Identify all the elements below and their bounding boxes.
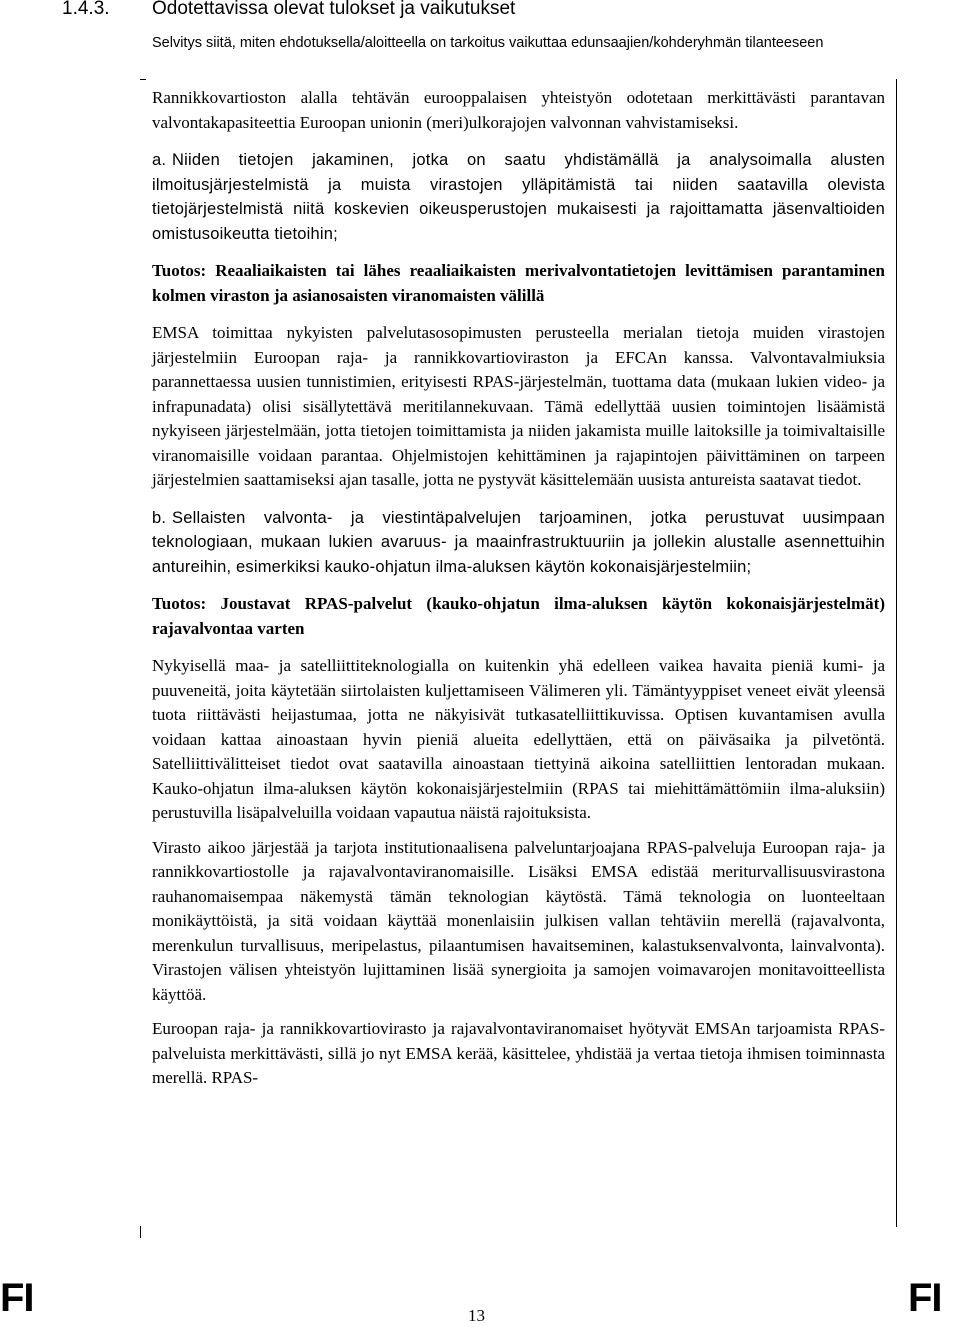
list-item-b-text: Sellaisten valvonta- ja viestintäpalvelujen tarjoaminen, jotka perustuvat uusimpaan teknologiaan, mukaan lukien avaruus- ja maainfrastruktuuriin ja jollekin alustalle asennettuihin antureihin, esimerkiksi kauko-ohjatun ilma-aluksen käytön kokonaisjärjestelmiin; [152,508,885,576]
section-number: 1.4.3. [62,0,110,19]
content-body [152,86,885,1091]
list-item-b-label: b. [152,508,167,527]
content-box-bottom-mark [140,1226,141,1238]
section-subtitle: Selvitys siitä, miten ehdotuksella/aloitteella on tarkoitus vaikuttaa edunsaajien/kohderyhmän tilanteeseen [152,35,824,51]
section-title: Odotettavissa olevat tulokset ja vaikutukset [152,0,516,19]
list-item-a [152,148,885,246]
intro-paragraph: Rannikkovartioston alalla tehtävän eurooppalaisen yhteistyön odotetaan merkittävästi parantavan valvontakapasiteettia Euroopan unionin (meri)ulkorajojen valvonnan vahvistamiseksi. [152,88,885,132]
content-box-corner [140,79,146,80]
list-item-a-label: a. [152,151,167,169]
paragraph-b1: Nykyisellä maa- ja satelliittiteknologialla on kuitenkin yhä edelleen vaikea havaita pieniä kumi- ja puuveneitä, joita käytetään siirtolaisten kuljettamiseen Välimeren yli. Tämäntyyppiset veneet eivät yleensä tuota riittävästi heijastumaa, jotta ne näkyisivät tutkasatelliittikuvissa. Optisen kuvantamisen avulla voidaan kattaa ainoastaan hyvin pieniä alueita edellyttäen, että on päiväsaika ja pilvetöntä. Satelliittivälitteiset tiedot ovat saatavilla ainoastaan tiettyinä aikoina satelliittien lentoradan mukaan. Kauko-ohjatun ilma-aluksen käytön kokonaisjärjestelmiin (RPAS tai miehittämättömiin ilma-aluksiin) perustuvilla lisäpalveluilla voidaan vapautua näistä rajoituksista. [152,656,885,822]
page-number: 13 [468,1306,485,1325]
output-a-heading: Tuotos: Reaaliaikaisten tai lähes reaaliaikaisten merivalvontatietojen levittämisen parantaminen kolmen viraston ja asianosaisten viranomaisten välillä [152,261,885,305]
paragraph-b2: Virasto aikoo järjestää ja tarjota institutionaalisena palveluntarjoajana RPAS-palveluja Euroopan raja- ja rannikkovartiostolle ja rajavalvontaviranomaisille. Lisäksi EMSA edistää meriturvallisuusvirastona rauhanomaisempaa näkemystä tämän teknologian käytöstä. Tämä teknologia on luonteeltaan monikäyttöistä, ja sitä voidaan käyttää monenlaisiin julkisen vallan tehtäviin merellä (rajavalvonta, merenkulun turvallisuus, meripelastus, pilaantumisen havaitseminen, kalastuksenvalvonta, lainvalvonta). Virastojen välisen yhteistyön lujittaminen lisää synergioita ja samojen voimavarojen monitavoitteellista käyttöä. [152,837,885,1004]
footer-language-left: FI [0,1276,34,1320]
footer-language-right: FI [908,1276,942,1320]
paragraph-b3: Euroopan raja- ja rannikkovartiovirasto ja rajavalvontaviranomaiset hyötyvät EMSAn tarjoamista RPAS-palveluista merkittävästi, sillä jo nyt EMSA kerää, käsittelee, yhdistää ja vertaa tietoja ihmisen toiminnasta merellä. RPAS- [152,1019,885,1087]
list-item-b [152,506,885,580]
output-b-heading: Tuotos: Joustavat RPAS-palvelut (kauko-ohjatun ilma-aluksen käytön kokonaisjärjestelmät) rajavalvontaa varten [152,594,885,638]
list-item-a-text: Niiden tietojen jakaminen, jotka on saatu yhdistämällä ja analysoimalla alusten ilmoitusjärjestelmistä ja muista virastojen ylläpitämistä tai niiden saatavilla olevista tietojärjestelmistä niitä koskevien oikeusperustojen mukaisesti ja rajoittamatta jäsenvaltioiden omistusoikeutta tietoihin; [152,151,885,243]
paragraph-a: EMSA toimittaa nykyisten palvelutasosopimusten perusteella merialan tietoja muiden virastojen järjestelmiin Euroopan raja- ja rannikkovartioviraston ja EFCAn kanssa. Valvontavalmiuksia parannettaessa uusien tunnistimien, erityisesti RPAS-järjestelmän, tuottama data (mukaan lukien video- ja infrapunadata) olisi sisällytettävä meritilannekuvaan. Tämä edellyttää uusien toimintojen lisäämistä nykyiseen järjestelmään, jotta tietojen toimittamista ja niiden jakamista muille laitoksille ja toimivaltaisille viranomaisille voidaan parantaa. Ohjelmistojen kehittäminen ja rajapintojen päivittäminen on tarpeen järjestelmien saattamiseksi ajan tasalle, jotta ne pystyvät käsittelemään uusista antureista saatavat tiedot. [152,323,885,489]
